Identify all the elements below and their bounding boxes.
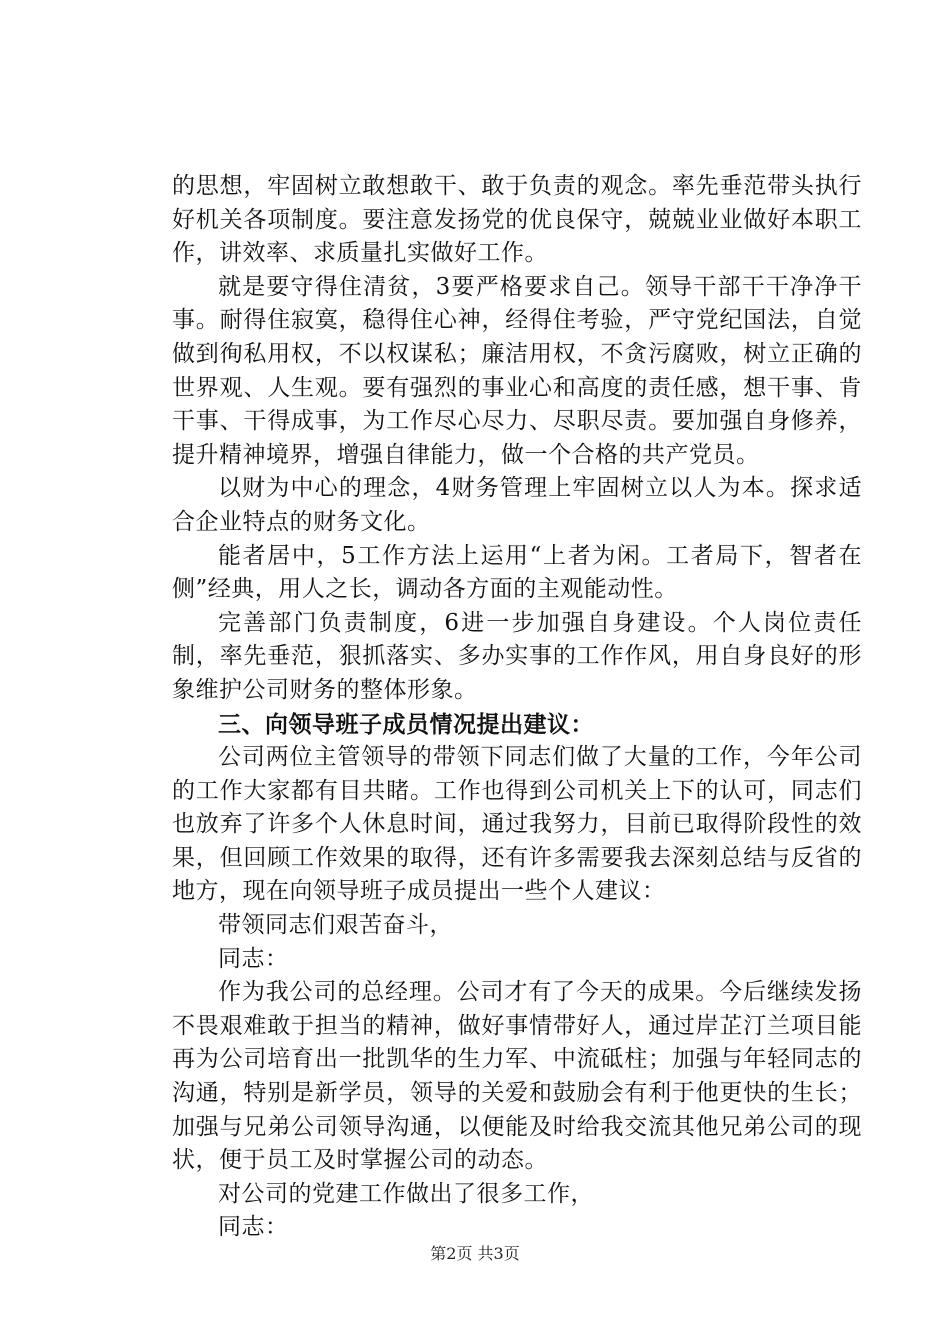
paragraph-9: 同志： bbox=[218, 945, 289, 972]
paragraph-7: 公司两位主管领导的带领下同志们做了大量的工作，今年公司的工作大家都有目共睹。工作也得到公司机关上下的认可，同志们也放弃了许多个人休息时间，通过我努力，目前已取得阶段性的效果，但回顾工作效果的取得，还有许多需要我去深刻总结与反省的地方，现在向领导班子成员提出一些个人建议： bbox=[172, 744, 862, 905]
paragraph-4: 能者居中，5工作方法上运用“上者为闲。工者局下，智者在侧”经典，用人之长，调动各方面的主观能动性。 bbox=[172, 542, 862, 603]
page-number-footer: 第2页 共3页 bbox=[430, 1244, 520, 1263]
paragraph-10: 作为我公司的总经理。公司才有了今天的成果。今后继续发扬不畏艰难敢于担当的精神，做好事情带好人，通过岸芷汀兰项目能再为公司培育出一批凯华的生力军、中流砥柱；加强与年轻同志的沟通，特别是新学员，领导的关爱和鼓励会有利于他更快的生长；加强与兄弟公司领导沟通，以便能及时给我交流其他兄弟公司的现状，便于员工及时掌握公司的动态。 bbox=[172, 979, 862, 1174]
document-body bbox=[172, 170, 862, 1245]
paragraph-3: 以财为中心的理念，4财务管理上牢固树立以人为本。探求适合企业特点的财务文化。 bbox=[172, 475, 862, 535]
paragraph-8: 带领同志们艰苦奋斗， bbox=[218, 912, 453, 939]
paragraph-1: 的思想，牢固树立敢想敢干、敢于负责的观念。率先垂范带头执行好机关各项制度。要注意发扬党的优良保守，兢兢业业做好本职工作，讲效率、求质量扎实做好工作。 bbox=[172, 173, 862, 267]
paragraph-5: 完善部门负责制度，6进一步加强自身建设。个人岗位责任制，率先垂范，狠抓落实、多办实事的工作作风，用自身良好的形象维护公司财务的整体形象。 bbox=[172, 609, 862, 703]
paragraph-11: 对公司的党建工作做出了很多工作， bbox=[218, 1180, 594, 1207]
paragraph-12: 同志： bbox=[218, 1214, 289, 1241]
section-heading: 三、向领导班子成员情况提出建议： bbox=[218, 710, 594, 738]
paragraph-2: 就是要守得住清贫，3要严格要求自己。领导干部干干净净干事。耐得住寂寞，稳得住心神，经得住考验，严守党纪国法，自觉做到徇私用权，不以权谋私；廉洁用权，不贪污腐败，树立正确的世界观、人生观。要有强烈的事业心和高度的责任感，想干事、肯干事、干得成事，为工作尽心尽力、尽职尽责。要加强自身修养，提升精神境界，增强自律能力，做一个合格的共产党员。 bbox=[172, 273, 862, 468]
